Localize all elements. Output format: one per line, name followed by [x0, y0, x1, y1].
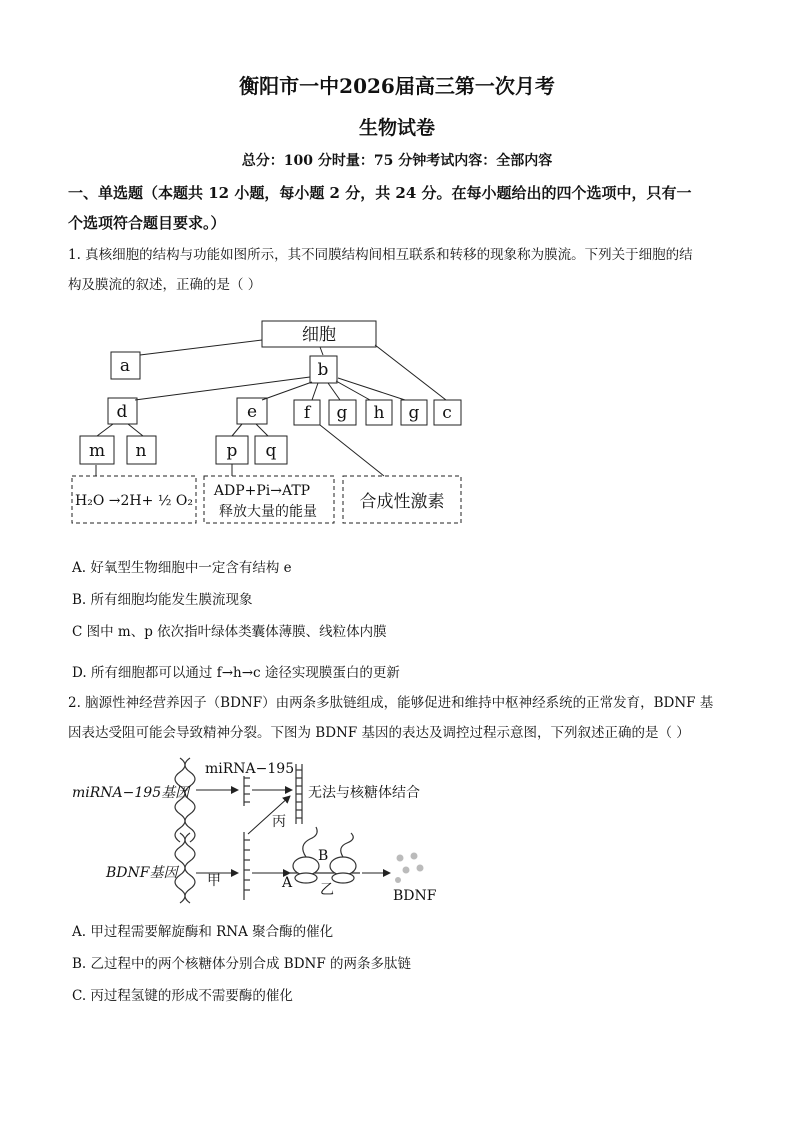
- end-b-label: B: [318, 848, 329, 864]
- no-binding-label: 无法与核糖体结合: [308, 785, 420, 801]
- section-heading-line1: 一、单选题（本题共 12 小题，每小题 2 分，共 24 分。在每小题给出的四个选项中，只有一: [68, 184, 692, 202]
- q1-option-d[interactable]: D. 所有细胞都可以通过 f→h→c 途径实现膜蛋白的更新: [72, 665, 400, 681]
- process-bing-label: 丙: [272, 814, 286, 830]
- q1-option-c[interactable]: C 图中 m、p 依次指叶绿体类囊体薄膜、线粒体内膜: [72, 624, 387, 640]
- node-g1: g: [336, 403, 348, 423]
- question-2-line2: 因表达受阻可能会导致精神分裂。下图为 BDNF 基因的表达及调控过程示意图，下列叙述正确的是（ ）: [68, 725, 690, 741]
- question-2-line1: 2. 脑源性神经营养因子（BDNF）由两条多肽链组成，能够促进和维持中枢神经系统的正常发育，BDNF 基: [68, 695, 714, 711]
- node-f: f: [303, 403, 311, 423]
- node-e: e: [246, 402, 258, 422]
- node-q: q: [265, 441, 277, 461]
- water-split-equation: H₂O →2H+ ½ O₂: [75, 493, 193, 509]
- node-p: p: [226, 441, 238, 461]
- q1-option-a[interactable]: A. 好氧型生物细胞中一定含有结构 e: [72, 560, 292, 576]
- node-c: c: [442, 403, 452, 423]
- node-h: h: [373, 403, 385, 423]
- energy-release-label: 释放大量的能量: [219, 504, 317, 520]
- node-m: m: [88, 441, 106, 461]
- hormone-synthesis-label: 合成性激素: [359, 492, 445, 512]
- q1-option-b[interactable]: B. 所有细胞均能发生膜流现象: [72, 592, 253, 608]
- bdnf-label: BDNF: [393, 888, 437, 904]
- section-heading-line2: 个选项符合题目要求。）: [68, 214, 226, 232]
- end-a-label: A: [282, 875, 293, 891]
- node-cell: 细胞: [302, 325, 336, 345]
- q2-option-c[interactable]: C. 丙过程氢键的形成不需要酶的催化: [72, 988, 293, 1004]
- mirna-label: miRNA−195: [205, 761, 295, 777]
- node-d: d: [116, 402, 128, 422]
- exam-info: 总分：100 分时量：75 分钟考试内容：全部内容: [241, 153, 553, 169]
- exam-subject: 生物试卷: [358, 117, 435, 139]
- q2-option-a[interactable]: A. 甲过程需要解旋酶和 RNA 聚合酶的催化: [72, 924, 334, 940]
- atp-equation: ADP+Pi→ATP: [213, 483, 311, 499]
- exam-title: 衡阳市一中2026届高三第一次月考: [239, 74, 555, 98]
- question-1-line1: 1. 真核细胞的结构与功能如图所示，其不同膜结构间相互联系和转移的现象称为膜流。下列关于细胞的结: [68, 247, 693, 263]
- mirna-gene-label: miRNA−195基因: [72, 785, 190, 801]
- node-a: a: [119, 356, 131, 376]
- node-n: n: [135, 441, 147, 461]
- process-jia-label: 甲: [207, 873, 221, 889]
- dna-helix-icon: [175, 758, 195, 903]
- question-1-line2: 构及膜流的叙述，正确的是（ ）: [68, 277, 262, 293]
- node-g2: g: [408, 403, 420, 423]
- bdnf-gene-label: BDNF基因: [106, 865, 178, 881]
- process-yi-label: 乙: [320, 882, 334, 898]
- q2-option-b[interactable]: B. 乙过程中的两个核糖体分别合成 BDNF 的两条多肽链: [72, 956, 412, 972]
- bdnf-protein-dots: [395, 853, 424, 884]
- node-b: b: [317, 360, 329, 380]
